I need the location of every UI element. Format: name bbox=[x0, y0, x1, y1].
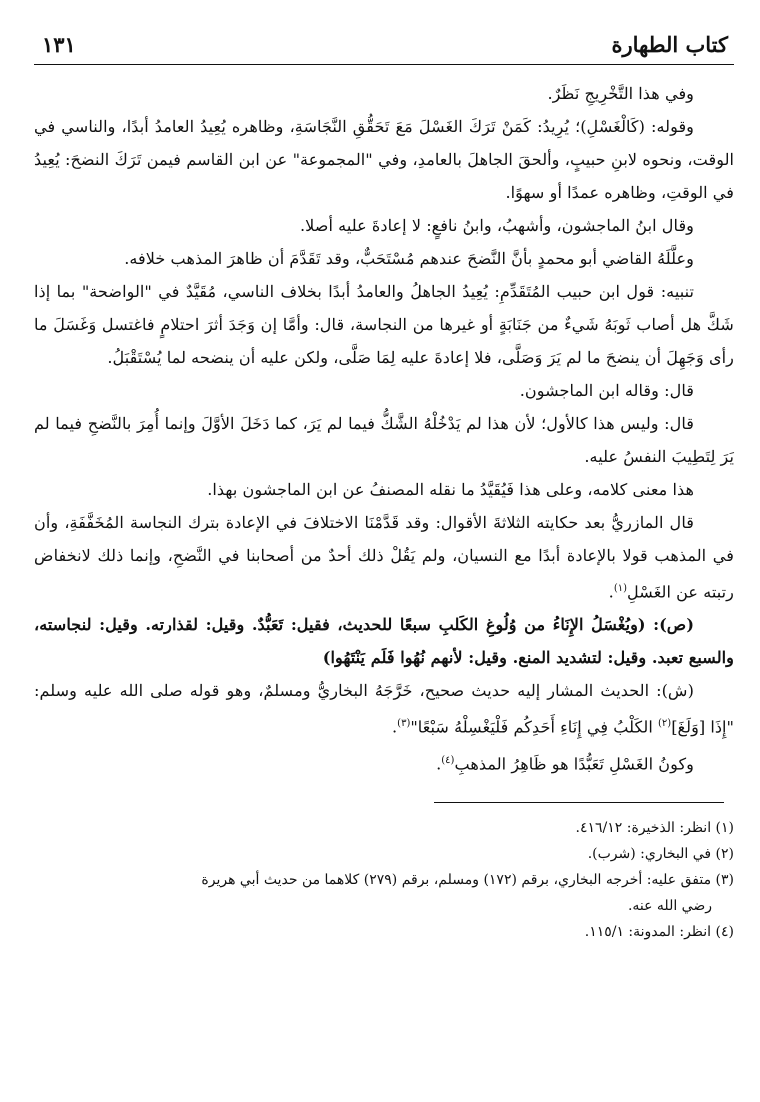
footnote-mark: (٢) bbox=[658, 718, 672, 730]
paragraph: وكونُ الغَسْلِ تَعَبُّدًا هو ظَاهِرُ المذهبِ$^{(٤)}$. bbox=[436, 754, 694, 774]
matn-paragraph: (ص): (ويُغْسَلُ الإِنَاءُ من وُلُوغِ الكَلبِ سبعًا للحديث، فقيل: تَعَبُّدٌ. وقيل: لقذارته. وقيل: لنجاسته، والسبع تعبد. وقيل: لتشديد المنع. وقيل: لأنهم نُهُوا فَلَم يَنْتَهُوا) bbox=[34, 615, 734, 668]
paragraph-text: وكونُ الغَسْلِ تَعَبُّدًا هو ظَاهِرُ المذهبِ bbox=[454, 754, 694, 774]
running-title: كتاب الطهارة bbox=[611, 32, 728, 57]
book-page bbox=[34, 30, 734, 1090]
paragraph: وقوله: (كَالْغَسْلِ)؛ يُرِيدُ: كَمَنْ تَرَكَ الغَسْلَ مَعَ تَحَقُّقِ النَّجَاسَةِ، وظاهره يُعِيدُ العامدُ أبدًا، والناسي في الوقت، ونحوه لابنِ حبيبٍ، وألحقَ الجاهلَ بالعامدِ، وفي "المجموعة" عن ابن القاسم فيمن تَرَكَ النضحَ: يُعِيدُ في الوقتِ، وظاهره عمدًا أو سهوًا. bbox=[34, 117, 734, 202]
footnotes bbox=[34, 815, 734, 945]
paragraph: وقال ابنُ الماجشون، وأشهبُ، وابنُ نافعٍ: لا إعادةَ عليه أصلا. bbox=[299, 216, 694, 235]
footnote: (٢) في البخاري: (شرب). bbox=[587, 846, 734, 863]
paragraph: قال المازريُّ بعد حكايته الثلاثةَ الأقوال: وقد قَدَّمْنَا الاختلافَ في الإعادة بترك النجاسة المُخَفَّفَةِ، وأن في المذهب قولا بالإعادة أبدًا مع النسيان، ولم يَقُلْ ذلك أحدٌ من أصحابنا في النَّضحِ، وإنما ذلك لانخفاض رتبته عن الغَسْلِ$^{(١)}$. bbox=[34, 513, 734, 602]
page-header bbox=[34, 30, 734, 65]
paragraph: وفي هذا التَّخْرِيجِ نَظَرٌ. bbox=[547, 84, 694, 103]
footnote-mark: (٤) bbox=[441, 754, 455, 766]
note-paragraph: تنبيه: قول ابن حبيب المُتَقَدِّمِ: يُعِيدُ الجاهلُ والعامدُ أبدًا بخلاف الناسي، مُقَيَّدٌ في "الواضحة" بما إذا شَكَّ هل أصاب ثَوبَهُ شَيءٌ من جَنَابَةٍ أو غيرها من النجاسة، قال: وأمَّا إن وَجَدَ أثرَ احتلامٍ فاغتسل وَغَسَلَ ما رأى وَجَهِلَ أن ينضحَ ما لم يَرَ وَصَلَّى، فلا إعادةَ عليه لِمَا صَلَّى، ولكن عليه أن ينضحه لما يُسْتَقْبَلُ. bbox=[34, 282, 734, 367]
paragraph: قال: وليس هذا كالأول؛ لأن هذا لم يَدْخُلْهُ الشَّكُّ فيما لم يَرَ، كما دَخَلَ الأوَّلَ وإنما أُمِرَ بالنَّضحِ فيما لم يَرَ لِتَطِيبَ النفسُ عليه. bbox=[34, 414, 734, 466]
paragraph: هذا معنى كلامه، وعلى هذا فَيُقَيَّدُ ما نقله المصنفُ عن ابن الماجشون بهذا. bbox=[207, 480, 694, 499]
hadith-text: الكَلْبُ فِي إِنَاءِ أَحَدِكُم فَلْيَغْسِلْهُ سَبْعًا" bbox=[410, 717, 659, 737]
paragraph: وعلَّلَهُ القاضي أبو محمدٍ بأنَّ النَّضحَ عندهم مُسْتَحَبٌّ، وقد تَقَدَّمَ أن ظاهرَ المذهب خلافه. bbox=[124, 249, 694, 268]
footnote-continuation: رضي الله عنه. bbox=[627, 898, 712, 915]
sharh-paragraph: (ش): الحديث المشار إليه حديث صحيح، خَرَّجَهُ البخاريُّ ومسلمٌ، وهو قوله صلى الله عليه وسلم: "إِذَا [وَلَغَ]$^{(٢)}$ الكَلْبُ فِي إِنَاءِ أَحَدِكُم فَلْيَغْسِلْهُ سَبْعًا"$^{(٣)}$. bbox=[34, 681, 734, 737]
page-number: ١٣١ bbox=[42, 32, 76, 57]
main-text bbox=[34, 77, 734, 780]
paragraph-text: (ش): الحديث المشار إليه حديث صحيح، خَرَّجَهُ البخاريُّ ومسلمٌ، وهو قوله صلى الله عليه وسلم: "إِذَا [وَلَغَ] bbox=[34, 681, 734, 737]
footnote-mark: (٣) bbox=[397, 718, 411, 730]
footnote: (١) انظر: الذخيرة: ٤١٦/١٢. bbox=[575, 820, 734, 837]
paragraph-text: قال المازريُّ بعد حكايته الثلاثةَ الأقوال: وقد قَدَّمْنَا الاختلافَ في الإعادة بترك النجاسة المُخَفَّفَةِ، وأن في المذهب قولا بالإعادة أبدًا مع النسيان، ولم يَقُلْ ذلك أحدٌ من أصحابنا في النَّضحِ، وإنما ذلك لانخفاض رتبته عن الغَسْلِ bbox=[34, 513, 734, 602]
footnote: (٤) انظر: المدونة: ١١٥/١. bbox=[584, 924, 734, 941]
footnote-divider bbox=[434, 802, 724, 803]
footnote: (٣) متفق عليه: أخرجه البخاري، برقم (١٧٢) ومسلم، برقم (٢٧٩) كلاهما من حديث أبي هريرة bbox=[201, 872, 734, 889]
paragraph: قال: وقاله ابن الماجشون. bbox=[519, 381, 694, 400]
footnote-mark: (١) bbox=[613, 583, 628, 594]
